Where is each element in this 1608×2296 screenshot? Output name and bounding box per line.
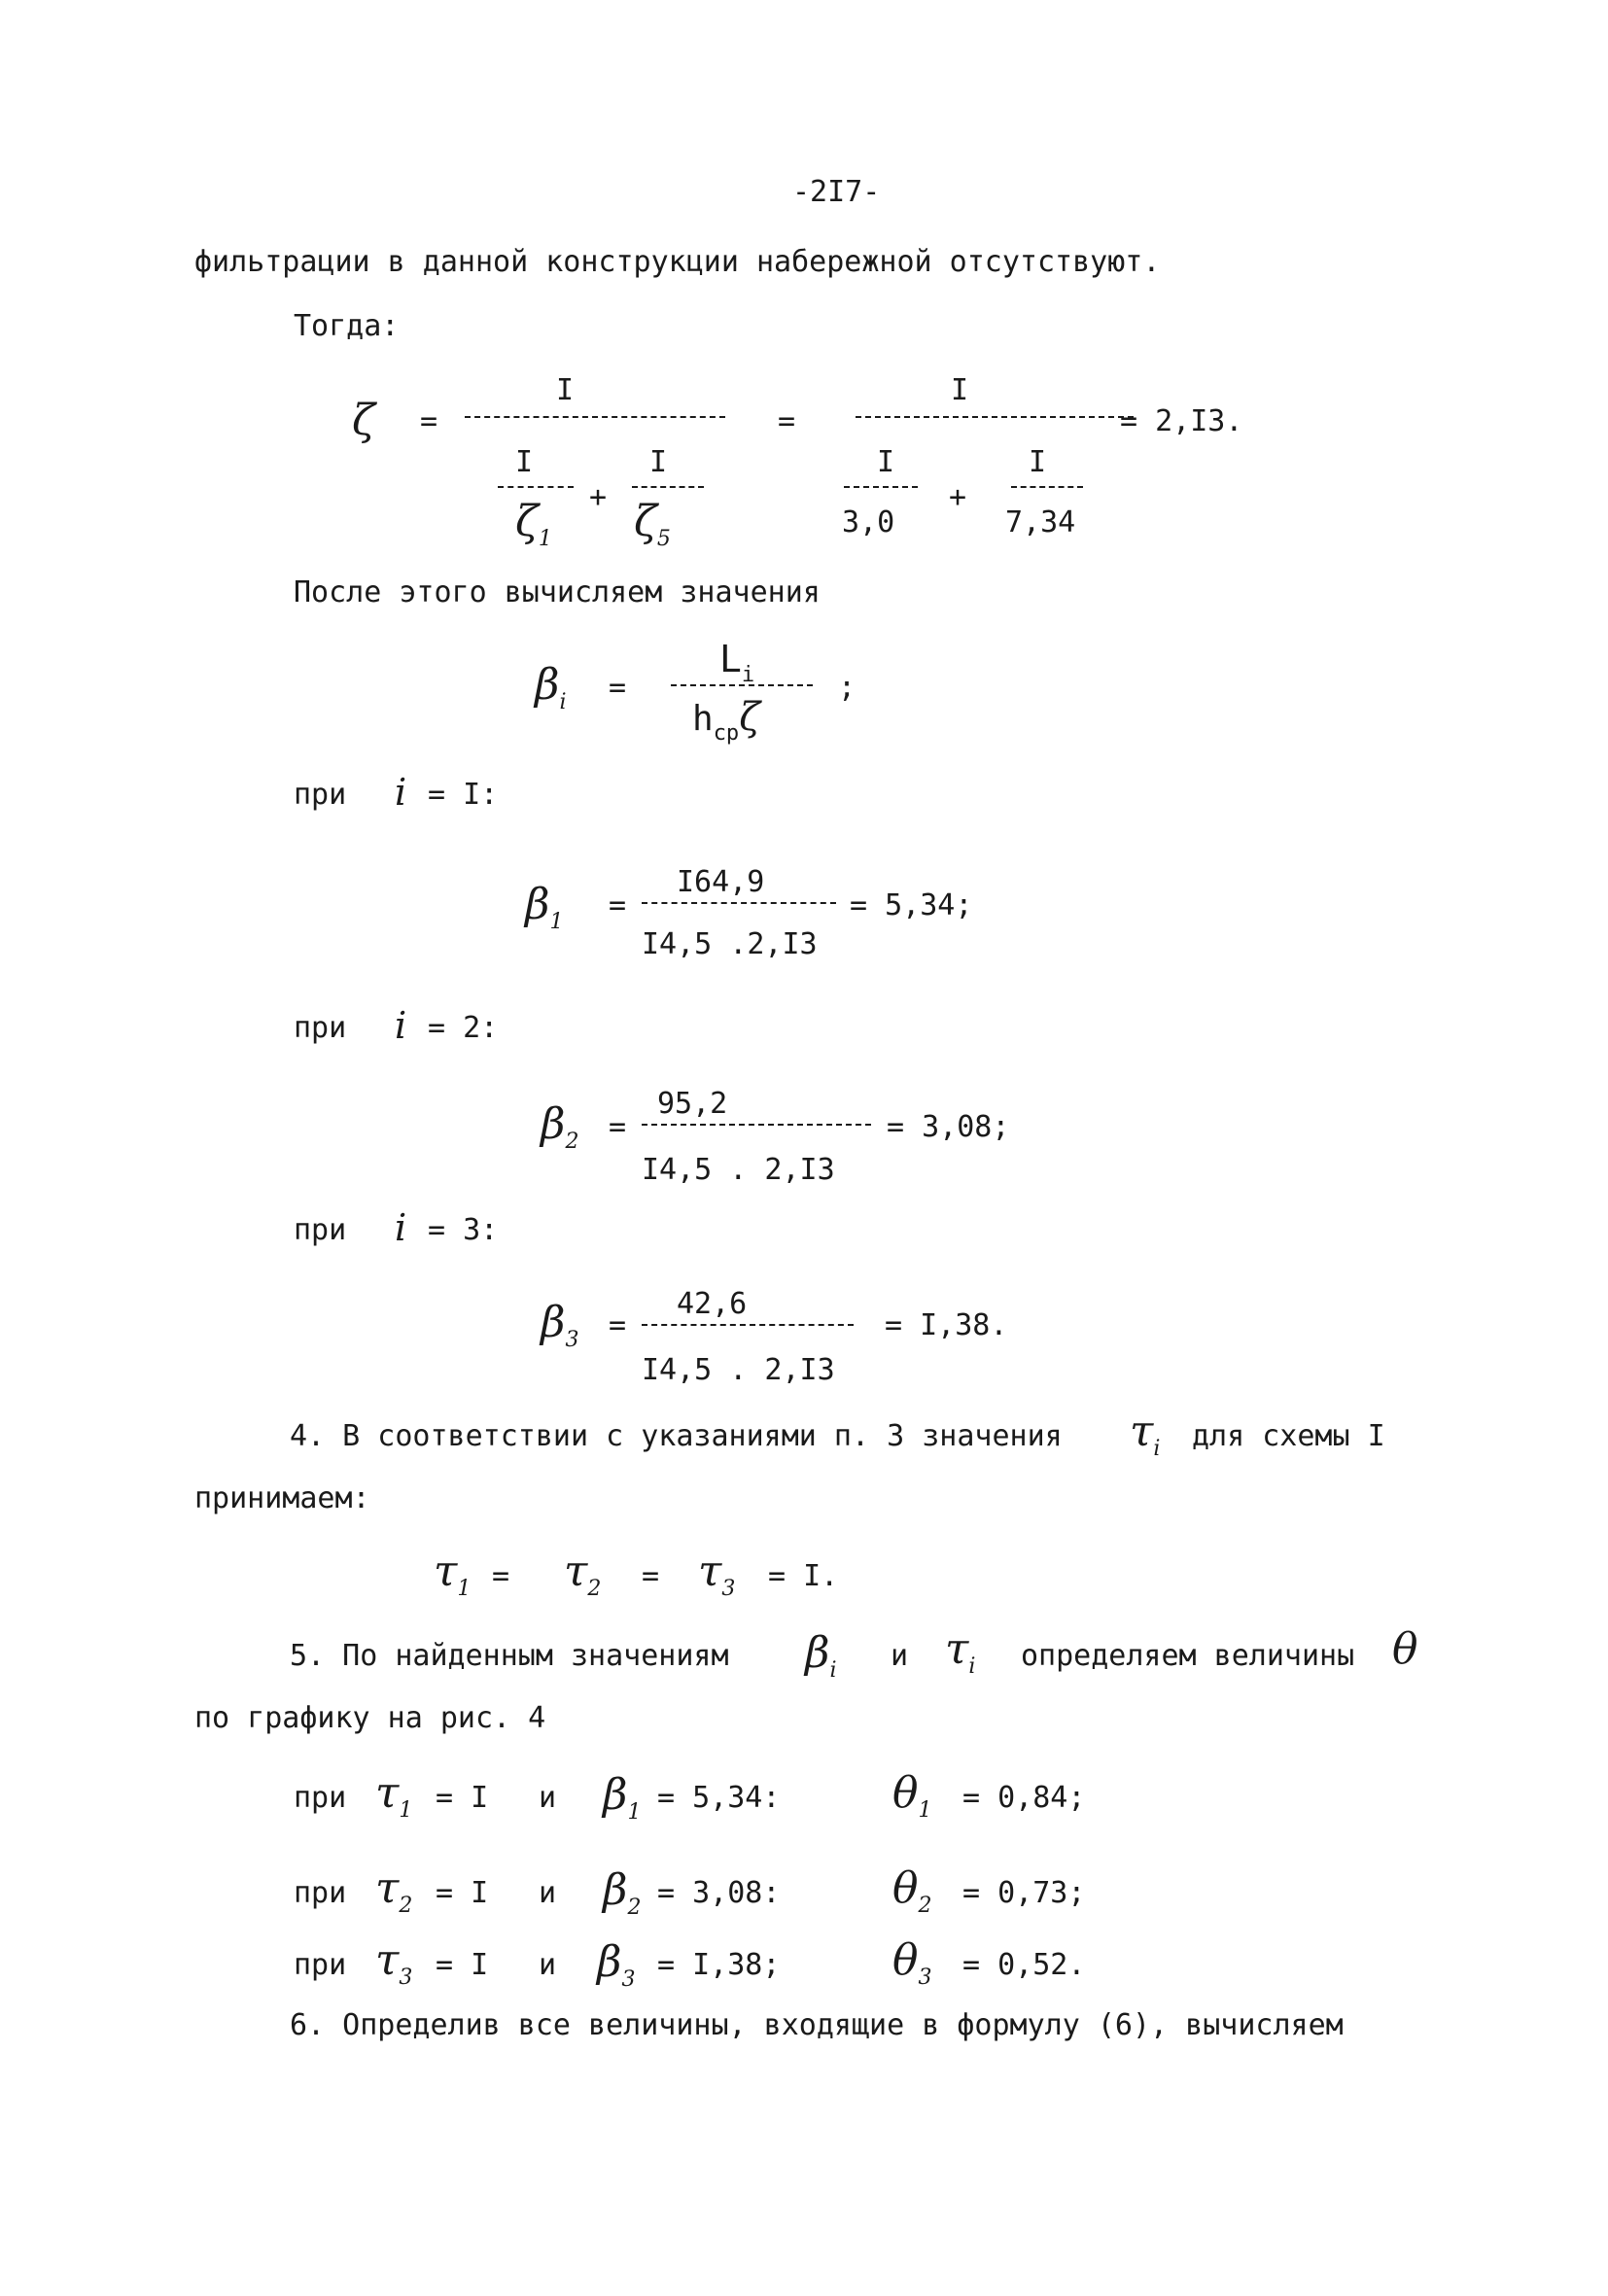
theta-row-2-theta: $\theta_2$	[892, 1863, 932, 1918]
zeta-den2-left-num: I	[877, 445, 895, 479]
page-number: -2I7-	[792, 175, 881, 209]
theta-row-1-beta: $\beta_1$	[603, 1770, 642, 1825]
theta-row-3-and: и	[539, 1948, 557, 1982]
para5-theta: θ	[1392, 1624, 1418, 1674]
case2-result: = 3,08;	[887, 1110, 1010, 1144]
tau-eq2: =	[642, 1559, 660, 1593]
case3-i: i	[395, 1206, 407, 1249]
case1-eq: =	[609, 888, 627, 922]
para5-tau: $\tau_i$	[945, 1624, 976, 1679]
theta-row-1-tau-val: = I	[436, 1781, 489, 1815]
case2-pri: при	[294, 1011, 347, 1045]
theta-row-1-and: и	[539, 1781, 557, 1815]
theta-row-2-and: и	[539, 1876, 557, 1910]
case3-i-eq: = 3:	[428, 1213, 499, 1247]
para5-line2: по графику на рис. 4	[194, 1701, 546, 1735]
zeta-eq2: =	[778, 404, 796, 438]
case1-i: i	[395, 771, 407, 814]
text-line-continuation: фильтрации в данной конструкции набережной отсутствуют.	[194, 245, 1161, 279]
zeta-den1-left-den: $\zeta_1$	[515, 497, 552, 551]
zeta-frac1-line	[465, 416, 725, 418]
para4-tau: $\tau_i$	[1130, 1407, 1161, 1461]
theta-row-2-theta-val: = 0,73;	[962, 1876, 1086, 1910]
theta-row-2-tau: $\tau_2$	[375, 1863, 413, 1918]
case3-result: = I,38.	[885, 1308, 1008, 1342]
zeta-den1-right-den: $\zeta_5$	[634, 497, 671, 551]
case2-beta: $\beta_2$	[541, 1099, 579, 1154]
case3-eq: =	[609, 1308, 627, 1342]
theta-row-3-tau-val: = I	[436, 1948, 489, 1982]
para4-line1-a: 4. В соответствии с указаниями п. 3 значения	[290, 1419, 1063, 1453]
zeta-den1-right-num: I	[649, 445, 668, 479]
theta-row-3-theta: $\theta_3$	[892, 1935, 932, 1990]
tau2: $\tau_2$	[564, 1547, 602, 1601]
zeta-den2-right-num: I	[1029, 445, 1047, 479]
zeta-eq1: =	[420, 404, 438, 438]
case3-frac-line	[642, 1324, 854, 1326]
theta-row-2-tau-val: = I	[436, 1876, 489, 1910]
tau-eq1: =	[492, 1559, 510, 1593]
zeta-frac2-line	[856, 416, 1134, 418]
case1-i-eq: = I:	[428, 778, 499, 812]
case2-i-eq: = 2:	[428, 1011, 499, 1045]
case1-frac-line	[642, 902, 836, 904]
after-this-text: После этого вычисляем значения	[294, 575, 821, 609]
zeta-num1: I	[556, 373, 575, 407]
beta-general-den: $h_{cp}\zeta$	[692, 695, 760, 746]
case1-result: = 5,34;	[850, 888, 973, 922]
theta-row-3-pri: при	[294, 1948, 347, 1982]
theta-row-3-tau: $\tau_3$	[375, 1935, 413, 1990]
theta-row-1-theta: $\theta_1$	[892, 1768, 932, 1823]
theta-row-1-tau: $\tau_1$	[375, 1768, 413, 1823]
para5-and: и	[891, 1639, 909, 1673]
case3-num: 42,6	[677, 1287, 748, 1321]
para5-line1-a: 5. По найденным значениям	[290, 1639, 729, 1673]
beta-general-num: $L_i$	[719, 638, 755, 687]
theta-row-1-beta-val: = 5,34:	[657, 1781, 781, 1815]
beta-general-end: ;	[838, 671, 856, 705]
zeta-symbol: ζ	[352, 396, 375, 445]
case1-num: I64,9	[677, 865, 765, 899]
zeta-den1-left-line	[498, 486, 574, 488]
beta-general-eq: =	[609, 671, 627, 705]
case2-eq: =	[609, 1110, 627, 1144]
zeta-result: = 2,I3.	[1120, 404, 1243, 438]
tau1: $\tau_1$	[434, 1547, 472, 1601]
theta-row-1-pri: при	[294, 1781, 347, 1815]
theta-row-3-beta-val: = I,38;	[657, 1948, 781, 1982]
zeta-den2-right-line	[1011, 486, 1083, 488]
theta-row-3-theta-val: = 0,52.	[962, 1948, 1086, 1982]
theta-row-3-beta: $\beta_3$	[597, 1937, 636, 1992]
theta-row-2-beta-val: = 3,08:	[657, 1876, 781, 1910]
theta-row-2-beta: $\beta_2$	[603, 1865, 642, 1920]
case1-pri: при	[294, 778, 347, 812]
zeta-den2-right-den: 7,34	[1005, 505, 1076, 539]
tau3: $\tau_3$	[698, 1547, 736, 1601]
para6-line1: 6. Определив все величины, входящие в формулу (6), вычисляем	[290, 2008, 1344, 2042]
zeta-den1-right-line	[632, 486, 704, 488]
then-label: Тогда:	[294, 309, 400, 343]
para5-line1-b: определяем величины	[1021, 1639, 1355, 1673]
beta-general-line	[671, 684, 813, 686]
case2-frac-line	[642, 1124, 871, 1126]
case3-beta: $\beta_3$	[541, 1298, 579, 1352]
zeta-plus1: +	[589, 480, 608, 514]
theta-row-1-theta-val: = 0,84;	[962, 1781, 1086, 1815]
case2-i: i	[395, 1004, 407, 1047]
case1-den: I4,5 .2,I3	[642, 927, 818, 961]
para4-line1-b: для схемы I	[1192, 1419, 1385, 1453]
tau-end: = I.	[768, 1559, 839, 1593]
zeta-den2-left-den: 3,0	[842, 505, 895, 539]
para5-beta: $\beta_i$	[805, 1628, 837, 1683]
beta-general-symbol: $\beta_i$	[535, 660, 567, 714]
case3-den: I4,5 . 2,I3	[642, 1353, 835, 1387]
case2-den: I4,5 . 2,I3	[642, 1153, 835, 1187]
case2-num: 95,2	[657, 1087, 728, 1121]
zeta-num2: I	[951, 373, 969, 407]
case1-beta: $\beta_1$	[525, 880, 564, 934]
case3-pri: при	[294, 1213, 347, 1247]
zeta-den1-left-num: I	[515, 445, 534, 479]
para4-line2: принимаем:	[194, 1481, 370, 1515]
zeta-den2-left-line	[844, 486, 918, 488]
zeta-plus2: +	[949, 480, 967, 514]
theta-row-2-pri: при	[294, 1876, 347, 1910]
